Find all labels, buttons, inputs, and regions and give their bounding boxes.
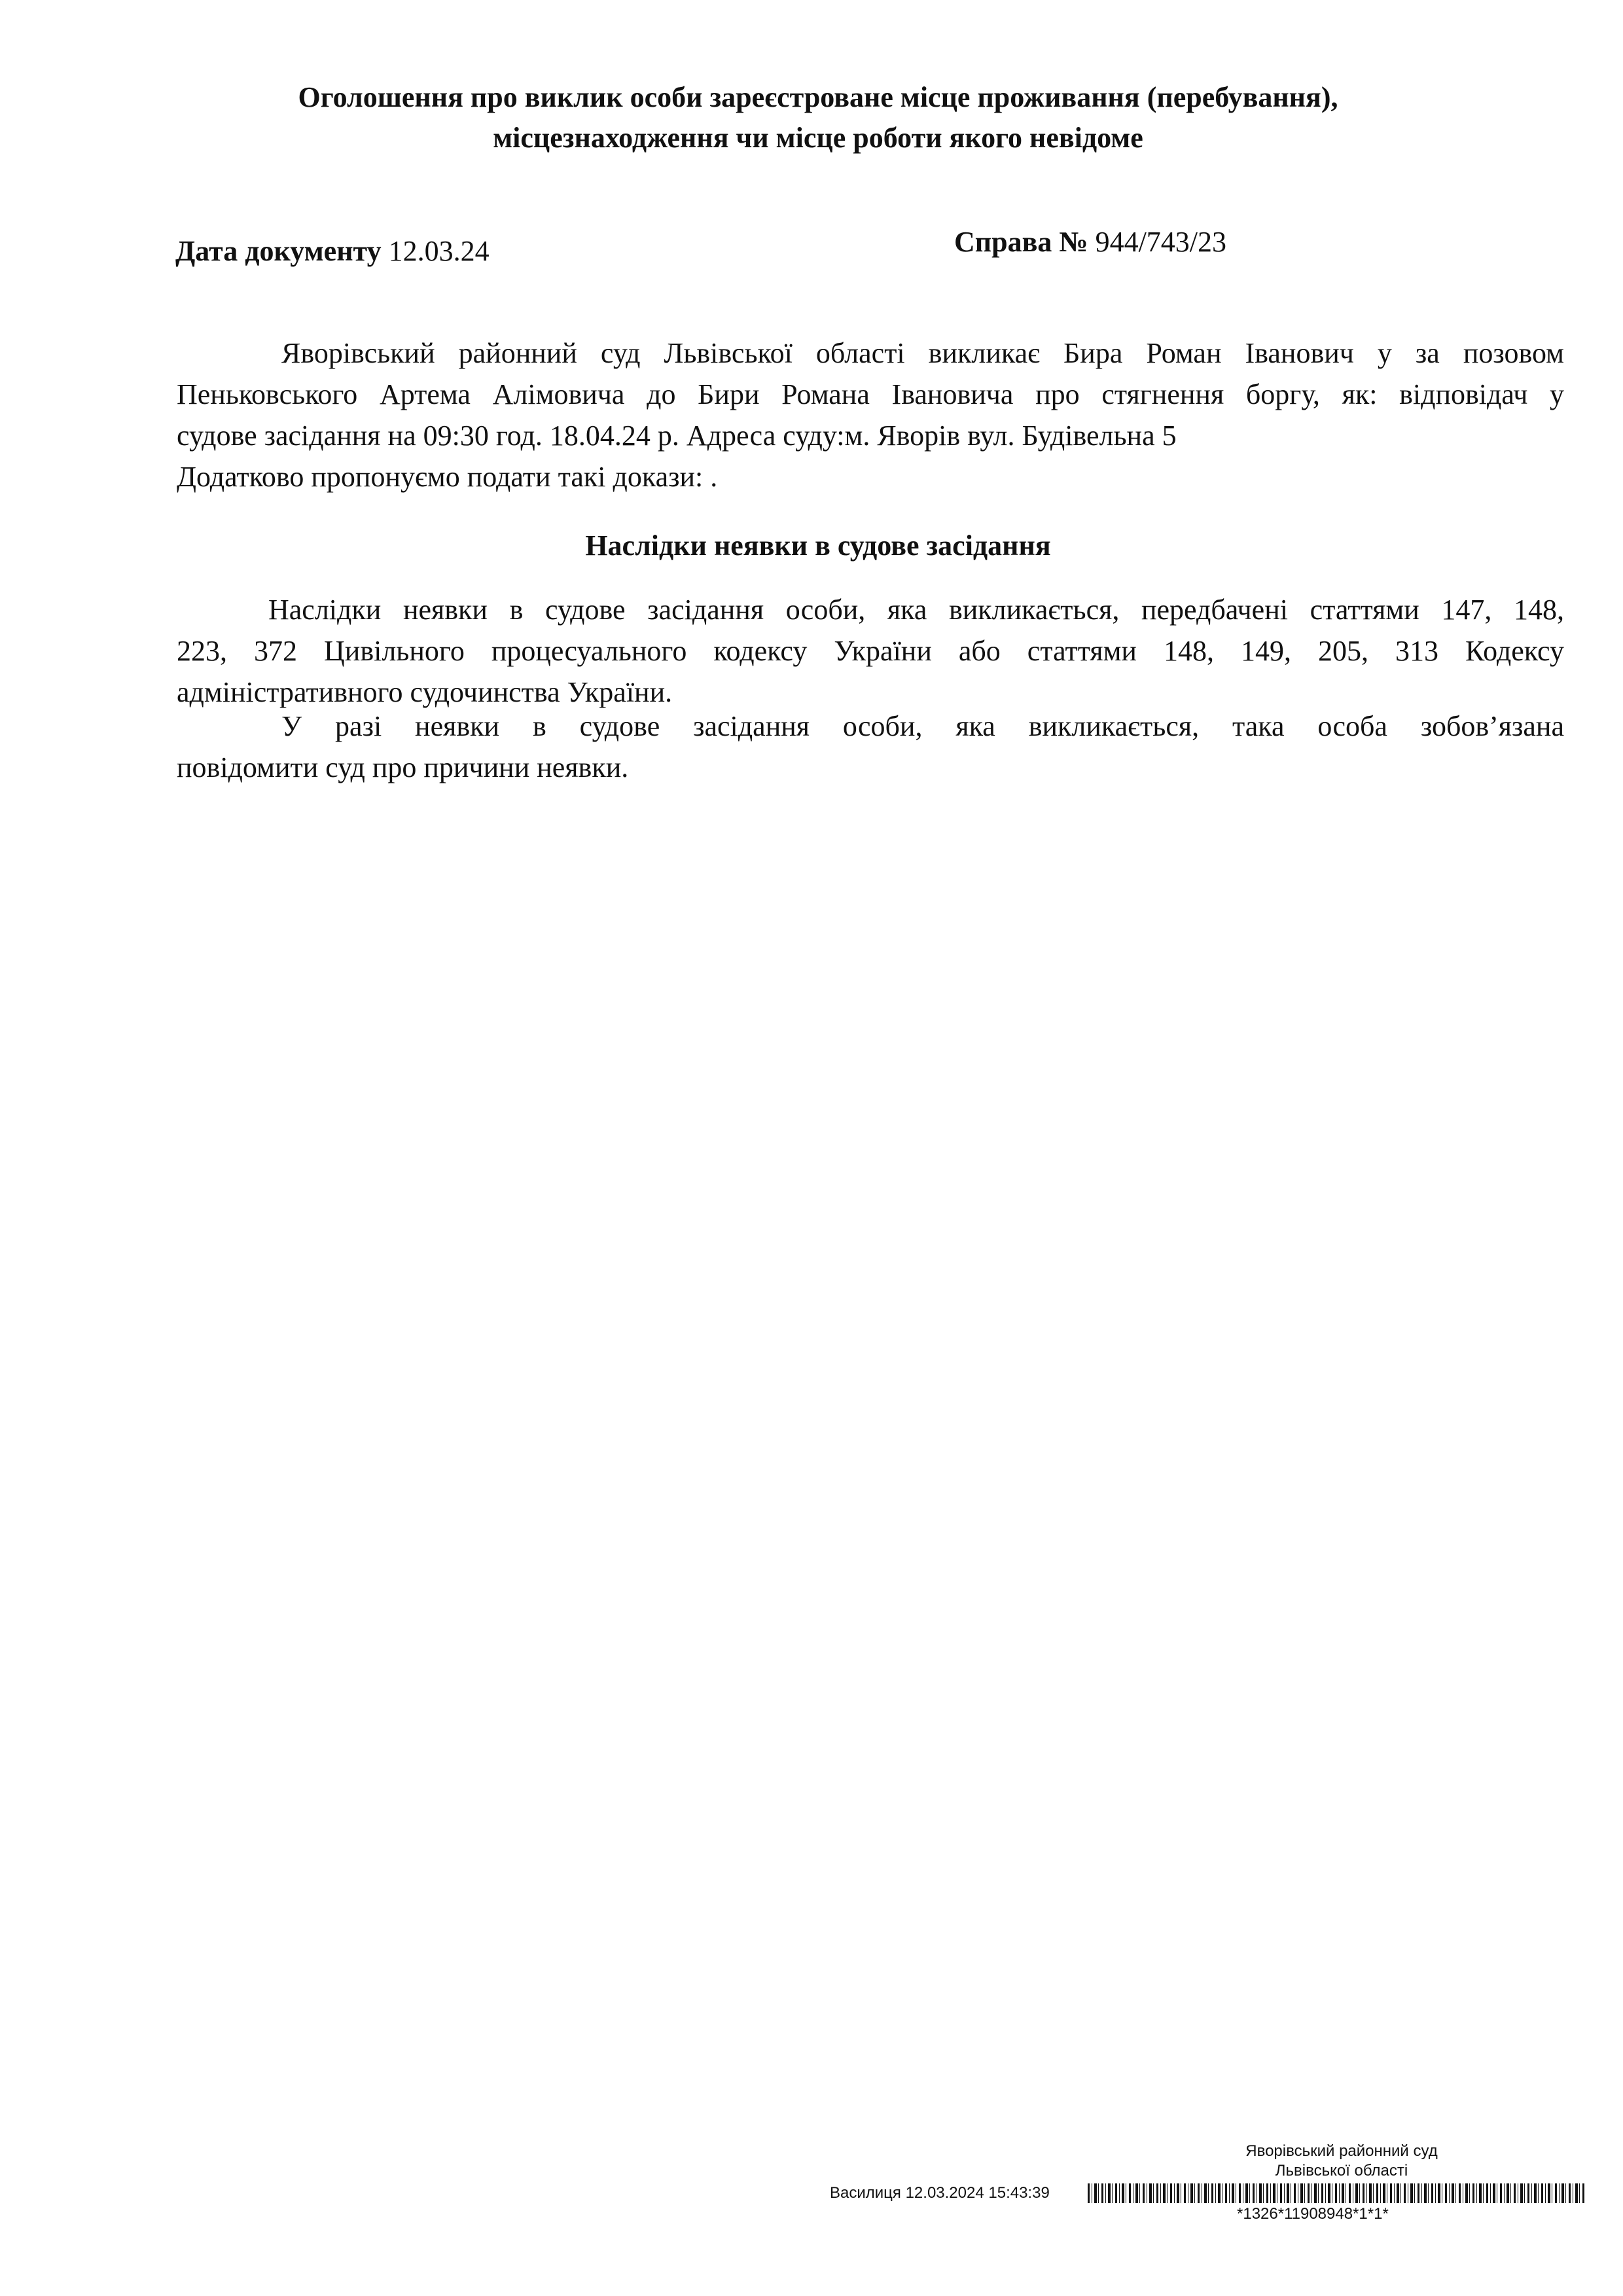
case-value: 944/743/23: [1095, 226, 1227, 258]
title-line-1: Оголошення про виклик особи зареєстроване місце проживання (перебування),: [298, 81, 1338, 113]
signature-stamp: Василиця 12.03.2024 15:43:39: [830, 2184, 1050, 2202]
summons-line-2: Пеньковського Артема Алімовича до Бири Романа Івановича про стягнення боргу, як: відповідач у: [177, 378, 1564, 410]
case-label: Справа №: [954, 226, 1088, 258]
summons-line-4: Додатково пропонуємо подати такі докази: .: [177, 461, 718, 493]
court-stamp-line-1: Яворівський районний суд: [1245, 2142, 1438, 2160]
consequences-line-2: 223, 372 Цивільного процесуального кодексу України або статтями 148, 149, 205, 313 Кодексу: [177, 635, 1564, 667]
document-title: [196, 77, 1440, 158]
court-stamp: [1178, 2142, 1505, 2181]
case-number: [954, 225, 1226, 259]
notice-line-1: У разі неявки в судове засідання особи, яка викликається, така особа зобов’язана: [281, 710, 1564, 742]
barcode: [1088, 2183, 1585, 2203]
summons-paragraph: [177, 332, 1564, 497]
summons-line-3: судове засідання на 09:30 год. 18.04.24 р. Адреса суду:м. Яворів вул. Будівельна 5: [177, 420, 1177, 452]
consequences-paragraph: [177, 589, 1564, 713]
consequences-line-1: Наслідки неявки в судове засідання особи, яка викликається, передбачені статтями 147, 148,: [268, 594, 1564, 626]
summons-line-1: Яворівський районний суд Львівської області викликає Бира Роман Іванович у за позовом: [281, 337, 1564, 369]
notice-line-2: повідомити суд про причини неявки.: [177, 751, 629, 783]
consequences-heading: Наслідки неявки в судове засідання: [585, 529, 1051, 562]
barcode-text: *1326*11908948*1*1*: [1237, 2205, 1389, 2223]
document-date: [175, 234, 490, 268]
notice-paragraph: [177, 706, 1564, 788]
date-value: 12.03.24: [388, 235, 490, 267]
title-line-2: місцезнаходження чи місце роботи якого невідоме: [493, 122, 1143, 154]
consequences-line-3: адміністративного судочинства України.: [177, 676, 673, 708]
court-stamp-line-2: Львівської області: [1275, 2162, 1408, 2179]
date-label: Дата документу: [175, 235, 382, 267]
